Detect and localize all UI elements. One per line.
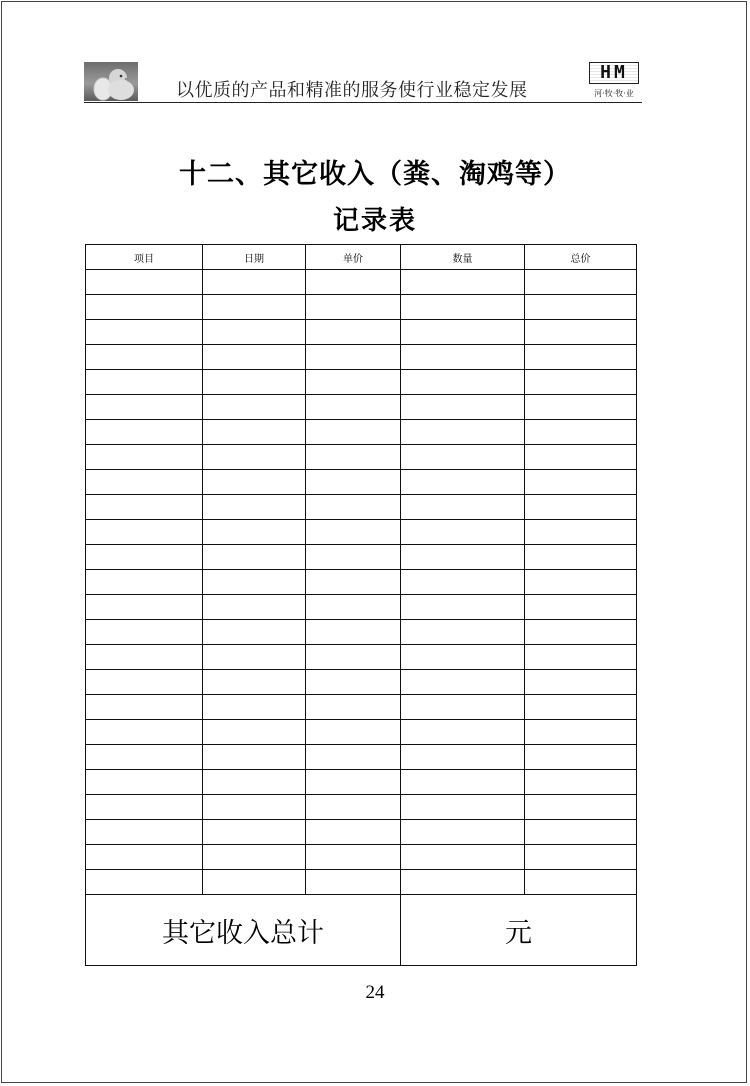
table-cell (525, 495, 637, 520)
company-logo (586, 62, 642, 102)
table-cell (401, 520, 525, 545)
table-row (86, 420, 637, 445)
table-row (86, 570, 637, 595)
table-cell (306, 745, 401, 770)
table-cell (86, 795, 203, 820)
total-label: 其它收入总计 (86, 895, 401, 966)
table-cell (401, 720, 525, 745)
table-cell (306, 445, 401, 470)
table-cell (203, 445, 306, 470)
table-cell (525, 270, 637, 295)
table-cell (203, 570, 306, 595)
table-cell (401, 870, 525, 895)
table-cell (306, 870, 401, 895)
table-cell (86, 770, 203, 795)
table-cell (306, 520, 401, 545)
page-header (84, 62, 642, 102)
table-cell (306, 395, 401, 420)
table-row (86, 345, 637, 370)
table-cell (86, 595, 203, 620)
total-row (86, 895, 637, 966)
table-row (86, 320, 637, 345)
table-cell (203, 595, 306, 620)
table-row (86, 795, 637, 820)
table-row (86, 270, 637, 295)
table-cell (86, 270, 203, 295)
table-cell (203, 670, 306, 695)
table-cell (203, 470, 306, 495)
table-cell (203, 620, 306, 645)
table-cell (525, 520, 637, 545)
table-cell (306, 720, 401, 745)
table-cell (525, 445, 637, 470)
table-cell (401, 420, 525, 445)
column-header-total-price: 总价 (525, 245, 637, 270)
table-cell (306, 270, 401, 295)
table-cell (401, 820, 525, 845)
table-cell (203, 870, 306, 895)
table-cell (401, 345, 525, 370)
table-cell (86, 720, 203, 745)
table-row (86, 770, 637, 795)
table-row (86, 745, 637, 770)
table-cell (525, 695, 637, 720)
table-cell (306, 470, 401, 495)
table-cell (525, 545, 637, 570)
table-cell (203, 295, 306, 320)
table-cell (525, 820, 637, 845)
table-cell (401, 320, 525, 345)
table-cell (525, 570, 637, 595)
table-cell (401, 770, 525, 795)
column-header-quantity: 数量 (401, 245, 525, 270)
table-cell (306, 495, 401, 520)
table-cell (86, 645, 203, 670)
table-cell (525, 345, 637, 370)
table-cell (203, 695, 306, 720)
table-cell (86, 295, 203, 320)
table-cell (86, 495, 203, 520)
table-row (86, 445, 637, 470)
table-cell (86, 870, 203, 895)
table-cell (86, 520, 203, 545)
table-cell (401, 295, 525, 320)
table-cell (306, 320, 401, 345)
table-cell (203, 645, 306, 670)
table-cell (401, 470, 525, 495)
header-divider (84, 102, 642, 103)
table-cell (525, 770, 637, 795)
table-row (86, 870, 637, 895)
table-cell (86, 320, 203, 345)
table-cell (525, 720, 637, 745)
table-row (86, 645, 637, 670)
total-unit: 元 (401, 895, 637, 966)
table-cell (401, 670, 525, 695)
table-cell (401, 570, 525, 595)
table-cell (525, 470, 637, 495)
table-cell (203, 845, 306, 870)
table-cell (306, 545, 401, 570)
table-row (86, 820, 637, 845)
table-cell (306, 295, 401, 320)
table-cell (203, 420, 306, 445)
table-cell (401, 495, 525, 520)
header-slogan: 以优质的产品和精准的服务使行业稳定发展 (176, 80, 528, 101)
table-row (86, 695, 637, 720)
table-cell (306, 645, 401, 670)
table-cell (86, 745, 203, 770)
table-row (86, 520, 637, 545)
table-cell (203, 820, 306, 845)
table-cell (203, 395, 306, 420)
table-cell (86, 695, 203, 720)
table-cell (525, 595, 637, 620)
table-cell (203, 745, 306, 770)
table-cell (401, 620, 525, 645)
record-table (85, 244, 637, 966)
column-header-unit-price: 单价 (306, 245, 401, 270)
page-number: 24 (365, 982, 385, 1003)
table-row (86, 495, 637, 520)
table-cell (525, 745, 637, 770)
table-cell (401, 445, 525, 470)
table-cell (203, 345, 306, 370)
table-cell (525, 295, 637, 320)
table-cell (203, 370, 306, 395)
table-row (86, 295, 637, 320)
table-cell (401, 395, 525, 420)
page-title: 十二、其它收入（粪、淘鸡等） (179, 159, 571, 190)
table-cell (306, 345, 401, 370)
table-cell (525, 620, 637, 645)
table-cell (86, 570, 203, 595)
table-header-row (86, 245, 637, 270)
column-header-date: 日期 (203, 245, 306, 270)
table-cell (86, 620, 203, 645)
table-row (86, 720, 637, 745)
table-cell (525, 645, 637, 670)
table-row (86, 545, 637, 570)
table-row (86, 395, 637, 420)
table-cell (401, 645, 525, 670)
table-cell (306, 420, 401, 445)
table-cell (306, 820, 401, 845)
page-subtitle: 记录表 (332, 206, 417, 236)
table-cell (306, 670, 401, 695)
table-cell (86, 420, 203, 445)
table-cell (525, 320, 637, 345)
table-cell (86, 820, 203, 845)
table-row (86, 670, 637, 695)
table-cell (306, 770, 401, 795)
table-cell (306, 620, 401, 645)
table-row (86, 470, 637, 495)
table-cell (203, 720, 306, 745)
table-cell (401, 270, 525, 295)
table-cell (306, 695, 401, 720)
table-cell (401, 695, 525, 720)
table-cell (525, 870, 637, 895)
table-cell (525, 420, 637, 445)
table-cell (86, 470, 203, 495)
table-cell (203, 270, 306, 295)
table-cell (86, 370, 203, 395)
table-cell (203, 545, 306, 570)
column-header-item: 项目 (86, 245, 203, 270)
table-cell (401, 545, 525, 570)
table-cell (525, 395, 637, 420)
table-cell (203, 320, 306, 345)
table-row (86, 595, 637, 620)
table-cell (86, 445, 203, 470)
table-cell (86, 395, 203, 420)
table-row (86, 620, 637, 645)
table-cell (86, 545, 203, 570)
table-cell (401, 795, 525, 820)
table-cell (86, 670, 203, 695)
logo-subtitle: 河·牧·牧·业 (594, 89, 634, 98)
table-cell (306, 570, 401, 595)
table-cell (203, 495, 306, 520)
table-row (86, 845, 637, 870)
table-cell (401, 370, 525, 395)
table-cell (525, 845, 637, 870)
logo-mark: HM (589, 62, 639, 84)
table-cell (401, 595, 525, 620)
chick-egg-photo-icon (84, 62, 138, 101)
table-cell (401, 845, 525, 870)
table-cell (86, 345, 203, 370)
table-cell (306, 370, 401, 395)
table-cell (203, 520, 306, 545)
table-cell (203, 770, 306, 795)
table-cell (203, 795, 306, 820)
table-cell (306, 595, 401, 620)
table-cell (401, 745, 525, 770)
table-cell (525, 795, 637, 820)
table-cell (525, 670, 637, 695)
table-cell (306, 845, 401, 870)
table-cell (86, 845, 203, 870)
table-row (86, 370, 637, 395)
table-cell (525, 370, 637, 395)
table-cell (306, 795, 401, 820)
